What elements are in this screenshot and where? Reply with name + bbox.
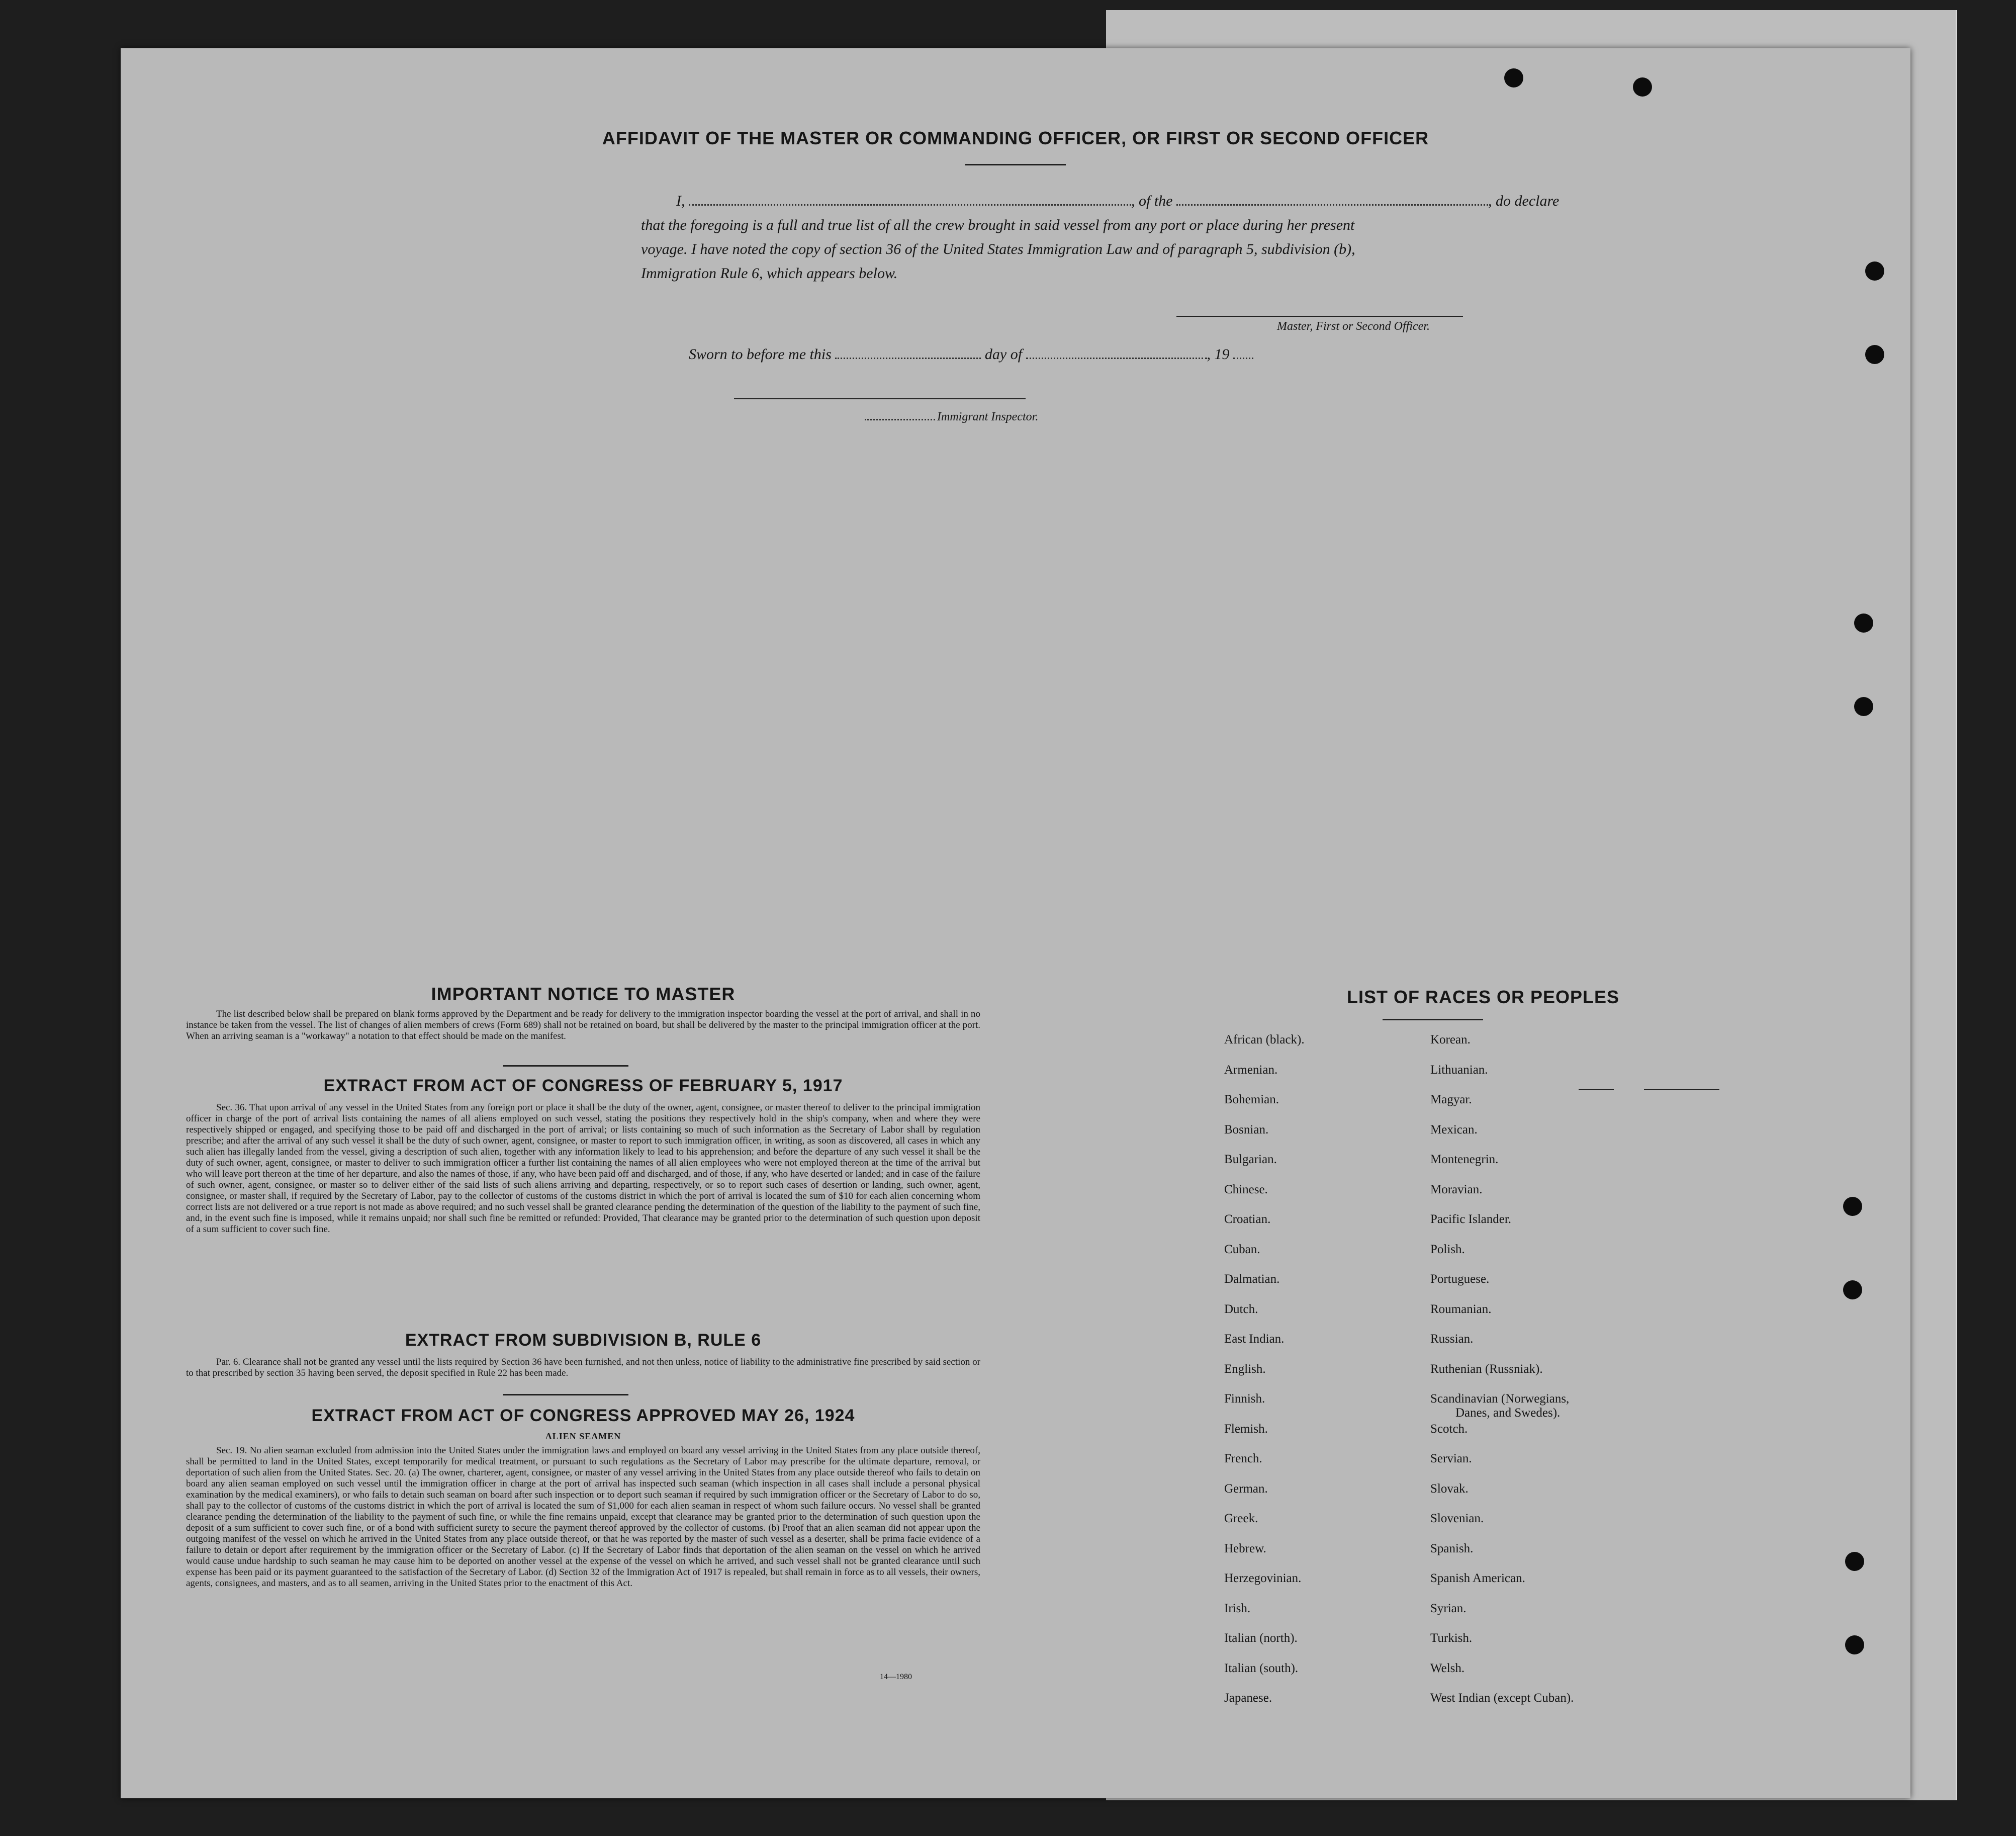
race-item: Spanish American. — [1430, 1571, 1525, 1585]
sworn-label: Sworn to before me this — [689, 346, 832, 363]
race-item: Scotch. — [1430, 1422, 1468, 1436]
races-title: LIST OF RACES OR PEOPLES — [1346, 987, 1620, 1007]
extract-rule6-text: Par. 6. Clearance shall not be granted any vessel until the lists required by Section 36 have been furnished, and not then unless, notice of liability to the administrative fine prescribed by said section or to that prescribed by section 35 having been served, the deposit specified in Rule 22 has been made. — [186, 1357, 980, 1378]
notice-title: IMPORTANT NOTICE TO MASTER — [431, 984, 736, 1004]
race-item: Mexican. — [1430, 1122, 1478, 1136]
race-item: French. — [1224, 1452, 1262, 1465]
race-item: Pacific Islander. — [1430, 1212, 1512, 1226]
race-item: Finnish. — [1224, 1392, 1265, 1406]
title-divider — [965, 164, 1066, 165]
extract-1924-title: EXTRACT FROM ACT OF CONGRESS APPROVED MAY 26, 1924 — [311, 1406, 855, 1425]
punch-hole — [1843, 1197, 1862, 1216]
notice-text: The list described below shall be prepared on blank forms approved by the Department and be ready for delivery to the immigration inspector boarding the vessel at the port of arrival, and shall in no instance be taken from the vessel. The list of changes of alien members of crews (Form 689) shall not be retained on board, but shall be delivered by the master to the principal immigration officer at the port. When an arriving seaman is a "workaway" a notation to that effect should be made on the manifest. — [186, 1009, 980, 1041]
race-item: Cuban. — [1224, 1242, 1260, 1256]
month-blank[interactable] — [1026, 358, 1207, 359]
race-item: Moravian. — [1430, 1182, 1483, 1196]
declaration-text: that the foregoing is a full and true list of all the crew brought in said vessel from any port or place during her present — [641, 217, 1355, 233]
race-item: Russian. — [1430, 1332, 1474, 1346]
race-item: Irish. — [1224, 1601, 1251, 1615]
race-item: Slovenian. — [1430, 1512, 1484, 1525]
day-blank[interactable] — [835, 358, 981, 359]
race-item: Flemish. — [1224, 1422, 1268, 1436]
name-blank[interactable] — [689, 204, 1131, 206]
year-label: , 19 — [1207, 346, 1230, 363]
alien-seamen-subtitle: ALIEN SEAMEN — [545, 1431, 621, 1441]
race-item: Dutch. — [1224, 1302, 1258, 1316]
section-divider — [503, 1065, 628, 1067]
race-item: German. — [1224, 1481, 1268, 1496]
punch-hole — [1843, 1280, 1862, 1299]
race-item: Korean. — [1430, 1033, 1471, 1046]
punch-hole — [1865, 261, 1884, 281]
race-item: Welsh. — [1430, 1661, 1465, 1675]
race-item: Croatian. — [1224, 1212, 1271, 1226]
declaration-line — [641, 189, 1641, 213]
section-divider — [503, 1394, 628, 1395]
race-item: Magyar. — [1430, 1093, 1472, 1106]
race-item: Spanish. — [1430, 1541, 1474, 1555]
master-signature-line[interactable] — [1176, 316, 1463, 317]
race-item: Portuguese. — [1430, 1272, 1490, 1286]
race-item: Japanese. — [1224, 1691, 1272, 1705]
inspector-blank[interactable] — [865, 419, 935, 420]
punch-hole — [1854, 614, 1873, 633]
year-blank[interactable] — [1233, 358, 1253, 359]
race-item: Polish. — [1430, 1242, 1465, 1256]
extract-1917-title: EXTRACT FROM ACT OF CONGRESS OF FEBRUARY 5, 1917 — [323, 1076, 843, 1095]
punch-hole — [1633, 77, 1652, 97]
races-column-2 — [1430, 1033, 1732, 1767]
inspector-signature-line[interactable] — [734, 398, 1026, 399]
race-item: Slovak. — [1430, 1481, 1469, 1496]
margin-mark — [1644, 1089, 1719, 1090]
race-item: Herzegovinian. — [1224, 1571, 1302, 1585]
race-item: East Indian. — [1224, 1332, 1285, 1346]
race-item: Bosnian. — [1224, 1122, 1269, 1136]
punch-hole — [1845, 1635, 1864, 1654]
race-item: Hebrew. — [1224, 1541, 1266, 1555]
declaration-of: , of the — [1131, 193, 1173, 209]
margin-mark — [1579, 1089, 1614, 1090]
race-item: Servian. — [1430, 1452, 1472, 1465]
race-item: African (black). — [1224, 1033, 1305, 1046]
form-page — [121, 48, 1910, 1798]
race-item: West Indian (except Cuban). — [1430, 1691, 1574, 1705]
declaration-i: I, — [676, 193, 685, 209]
affidavit-title: AFFIDAVIT OF THE MASTER OR COMMANDING OFFICER, OR FIRST OR SECOND OFFICER — [602, 128, 1429, 148]
race-item: Danes, and Swedes). — [1455, 1406, 1561, 1420]
inspector-label: Immigrant Inspector. — [937, 410, 1039, 423]
race-item: Italian (north). — [1224, 1631, 1298, 1645]
race-item: English. — [1224, 1362, 1266, 1376]
races-divider — [1383, 1019, 1483, 1020]
declaration-text: voyage. I have noted the copy of section 36 of the United States Immigration Law and of paragraph 5, subdivision (b), — [641, 241, 1355, 257]
sworn-line — [689, 346, 1253, 363]
punch-hole — [1504, 68, 1523, 88]
punch-hole — [1854, 697, 1873, 716]
race-item: Dalmatian. — [1224, 1272, 1280, 1286]
race-item: Bulgarian. — [1224, 1153, 1277, 1166]
race-item: Armenian. — [1224, 1063, 1278, 1077]
race-item: Scandinavian (Norwegians, — [1430, 1392, 1570, 1406]
declaration-declare: , do declare — [1488, 193, 1560, 209]
inspector-label-row — [865, 410, 1038, 424]
race-item: Roumanian. — [1430, 1302, 1492, 1316]
race-item: Italian (south). — [1224, 1661, 1299, 1675]
race-item: Turkish. — [1430, 1631, 1473, 1645]
race-item: Syrian. — [1430, 1601, 1467, 1615]
race-item: Lithuanian. — [1430, 1063, 1488, 1077]
races-column-1 — [1224, 1033, 1425, 1767]
race-item: Greek. — [1224, 1512, 1258, 1525]
affidavit-body — [641, 189, 1641, 286]
punch-hole — [1865, 345, 1884, 364]
form-number: 14—1980 — [880, 1673, 912, 1681]
extract-1917-text: Sec. 36. That upon arrival of any vessel in the United States from any foreign port or place it shall be the duty of the owner, agent, consignee, or master thereof to deliver to the principal immigration officer in charge of the port of arrival lists containing the names of all aliens employed on such vessel, stating the positions they respectively hold in the ship's company, when and where they were respectively shipped or engaged, and specifying those to be paid off and discharged in the port of arrival; or lists containing so much of such information as the Secretary of Labor shall by regulation prescribe; and after the arrival of any such vessel it shall be the duty of such owner, agent, consignee, or master to report to such immigration officer, in writing, as soon as discovered, all cases in which any such alien has illegally landed from the vessel, giving a description of such alien, together with any information likely to lead to his apprehension; and before the departure of any such vessel it shall be the duty of such owner, agent, consignee, or master to deliver to such immigration officer a further list containing the names of all alien employees who were not employed thereon at the time of the arrival but who will leave port thereon at the time of her departure, and also the names of those, if any, who have been paid off and discharged, and of those, if any, who have deserted or landed; and in case of the failure of such owner, agent, consignee, or master so to deliver either of the said lists of such aliens arriving and departing, respectively, or so to report such cases of desertion or landing, such owner, agent, consignee, or master shall, if required by the Secretary of Labor, pay to the collector of customs of the customs district in which the port of arrival is located the sum of $10 for each alien concerning whom correct lists are not delivered or a true report is not made as above required; and no such vessel shall be granted clearance pending the determination of the question of the liability to the payment of such fine, and, in the event such fine is imposed, while it remains unpaid; nor shall such fine be remitted or refunded: Provided, That clearance may be granted prior to the determination of such question upon deposit of a sum sufficient to cover such fine. — [186, 1102, 980, 1235]
race-item: Ruthenian (Russniak). — [1430, 1362, 1543, 1376]
race-item: Chinese. — [1224, 1182, 1268, 1196]
race-item: Montenegrin. — [1430, 1153, 1499, 1166]
punch-hole — [1845, 1552, 1864, 1571]
extract-1924-text: Sec. 19. No alien seaman excluded from admission into the United States under the immigration laws and employed on board any vessel arriving in the United States from any place outside thereof, shall be permitted to land in the United States, except temporarily for medical treatment, or pursuant to such regulations as the Secretary of Labor may prescribe for the ultimate departure, removal, or deportation of such alien from the United States. Sec. 20. (a) The owner, charterer, agent, consignee, or master of any vessel arriving in the United States from any place outside thereof who fails to detain on board any alien seaman employed on such vessel until the immigration officer in charge at the port of arrival has inspected such seaman (which inspection in all cases shall include a personal physical examination by the medical examiners), or who fails to detain such seaman on board after such inspection or to deport such seaman if required by such immigration officer or the Secretary of Labor to do so, shall pay to the collector of customs of the customs district in which the port of arrival is located the sum of $1,000 for each alien seaman in respect of whom such failure occurs. No vessel shall be granted clearance pending the determination of the liability to the payment of such fine, or while the fine remains unpaid, except that clearance may be granted prior to the determination of such question upon the deposit of a sum sufficient to cover such fine, or of a bond with sufficient surety to secure the payment thereof approved by the collector of customs. (b) Proof that an alien seaman did not appear upon the outgoing manifest of the vessel on which he arrived in the United States from any place outside thereof, or that he was reported by the master of such vessel as a deserter, shall be prima facie evidence of a failure to detain or deport after requirement by the immigration officer or the Secretary of Labor. (c) If the Secretary of Labor finds that deportation of the alien seaman on the vessel on which he arrived would cause undue hardship to such seaman he may cause him to be deported on another vessel at the expense of the vessel on which he arrived, and such vessel shall not be granted clearance until such expense has been paid or its payment guaranteed to the satisfaction of the Secretary of Labor. (d) Section 32 of the Immigration Act of 1917 is repealed, but shall remain in force as to all vessels, their owners, agents, consignees, and masters, and as to all seamen, arriving in the United States prior to the enactment of this Act. — [186, 1445, 980, 1589]
extract-rule6-title: EXTRACT FROM SUBDIVISION B, RULE 6 — [405, 1331, 762, 1350]
declaration-text: Immigration Rule 6, which appears below. — [641, 265, 898, 282]
master-signature-label: Master, First or Second Officer. — [1277, 320, 1430, 333]
race-item: Bohemian. — [1224, 1093, 1279, 1106]
vessel-blank[interactable] — [1176, 204, 1488, 206]
day-of-label: day of — [984, 346, 1023, 363]
